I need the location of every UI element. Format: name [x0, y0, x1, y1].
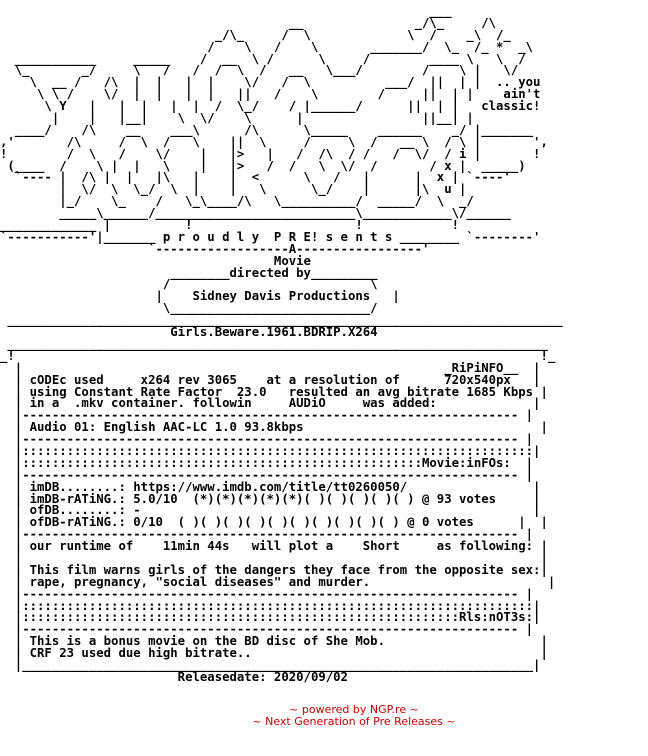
nfo-art-text — [0, 6, 563, 684]
nfo-line: `---- | /\ | | |\ | | < \ / | | x | `----' — [0, 170, 526, 185]
nfo-line: ,' /\ / \ / \ || \ / \ / __ \ / \ | ', — [0, 134, 548, 149]
nfo-line: ___________________________________________________________________________ — [0, 313, 563, 328]
nfo-line: __ _/\_ /\ — [0, 15, 504, 30]
nfo-line: \ __ / /\ | | | | \/ / \ ___/ || | | .. you — [0, 75, 541, 90]
nfo-line: | This film warns girls of the dangers they face from the opposite sex:| — [0, 562, 548, 577]
nfo-line: _________________________________________________________________________ — [0, 336, 548, 351]
nfo-line: `-----------'|_______ p r o u d l y P R E! s e n t s ________ `--------' — [0, 229, 541, 244]
nfo-line: \_ _/ \ / / / \ / __ \___/ / \ | \/ — [0, 63, 534, 78]
nfo-line: |------------------------------------------------------------------- | — [0, 467, 534, 482]
nfo-line: |:::::::::::::::::::::::::::::::::::::::::::::::::::::::::::Rls:nOT3s:| — [0, 610, 541, 625]
nfo-line: Movie — [0, 253, 311, 268]
nfo-line: | This is a bonus movie on the BD disc of She Mob. | — [0, 634, 548, 649]
nfo-line: `------------------A-----------------' — [0, 241, 526, 256]
nfo-line: ____/ /\ __ ___\ /\ \_____ ______ _/ |_______ — [0, 122, 534, 137]
nfo-line: |:::::::::::::::::::::::::::::::::::::::::::::::::::::::::::::::::::::| — [0, 443, 541, 458]
nfo-line: ________directed by_________ — [0, 265, 378, 280]
nfo-line: |------------------------------------------------------------------- | — [0, 622, 534, 637]
nfo-line: | Audio 01: English AAC-LC 1.0 93.8kbps | — [0, 420, 548, 435]
nfo-line: ! / \ / \/ | |> | / /\ / / / \/ / i | ! — [0, 146, 541, 161]
nfo-line: | in a .mkv container. followin AUDiO was added: | — [0, 396, 541, 411]
nfo-line: |------------------------------------------------------------------- | — [0, 527, 534, 542]
nfo-line: _____\______/___________________________\____________\/______ — [0, 206, 534, 221]
nfo-line: \___________________________/ — [0, 301, 378, 316]
nfo-line: | \/ \ \_/ \ | | \ \_/ | |\ u | — [0, 182, 526, 197]
nfo-line: |:::::::::::::::::::::::::::::::::::::::::::::::::::::::::::::::::::::| — [0, 598, 541, 613]
nfo-line: |------------------------------------------------------------------- | — [0, 432, 534, 447]
nfo-line: Releasedate: 2020/09/02 — [0, 669, 348, 684]
nfo-line: / \ / \ _______/ \_ /_ * _\ — [0, 39, 534, 54]
nfo-line: _____________ | ! ! ! — [0, 218, 541, 233]
nfo-line: | rape, pregnancy, "social diseases" and murder. | — [0, 574, 556, 589]
nfo-line: |_/ \_ / \_\____/\ \__________/ _____/ \ _/ — [0, 194, 534, 209]
nfo-line: | using Constant Rate Factor 23.0 resulted an avg bitrate 1685 Kbps | — [0, 384, 548, 399]
nfo-line: | ofDB........: - | — [0, 503, 541, 518]
nfo-line: |------------------------------------------------------------------- | — [0, 586, 534, 601]
nfo-line: _/\_ / \ \ / _\ /_ — [0, 27, 534, 42]
nfo-line: _! !_ — [0, 348, 556, 363]
nfo-line: Girls.Beware.1961.BDRIP.X264 — [0, 325, 378, 340]
footer-credits — [0, 704, 648, 727]
nfo-line: | imDB........: https://www.imdb.com/title/tt0260050/ | — [0, 479, 541, 494]
nfo-line: |::::::::::::::::::::::::::::::::::::::::::::::::::::::Movie:inFOs: | — [0, 455, 534, 470]
nfo-line: | CRF 23 used due high bitrate.. | — [0, 646, 548, 661]
nfo-line: | ofDB-rATiNG.: 0/10 ( )( )( )( )( )( )( )( )( )( ) @ 0 votes | | — [0, 515, 548, 530]
nfo-line: | cODEc used x264 rev 3065 at a resolution of 720x540px | — [0, 372, 541, 387]
nfo-line: ___ — [0, 4, 489, 18]
nfo-line: / \ — [0, 277, 378, 292]
footer-powered-by: ~ powered by NGP.re ~ — [289, 703, 419, 716]
footer-tagline: ~ Next Generation of Pre Releases ~ — [252, 714, 456, 728]
nfo-line: | | — [0, 550, 548, 565]
nfo-line: \ \ / \/ | | | | || / \ / || | | ain't — [0, 87, 541, 102]
nfo-line: ___________ _____ / __ \ / \ / ____ \ \ / — [0, 51, 534, 66]
nfo-line: |_____________________________________________________________________| — [0, 657, 541, 672]
nfo-line: (____ / \ | | \ | |> / / \ \/ / / x | _____) — [0, 158, 534, 173]
nfo-line: | imDB-rATiNG.: 5.0/10 (*)(*)(*)(*)(*)( )( )( )( )( ) @ 93 votes | — [0, 491, 541, 506]
nfo-line: | our runtime of 11min 44s will plot a Short as following: | — [0, 539, 548, 554]
nfo-line: |------------------------------------------------------------------- | — [0, 408, 534, 423]
nfo-line: \ Y | | | | | / \_/ / |______/ || | | classic! — [0, 99, 541, 114]
nfo-line: | | |__| \ \/ \ | ||__| | — [0, 111, 526, 126]
nfo-line: | _RiPiNFO__ | — [0, 360, 541, 375]
nfo-line: | Sidney Davis Productions | — [0, 289, 400, 304]
